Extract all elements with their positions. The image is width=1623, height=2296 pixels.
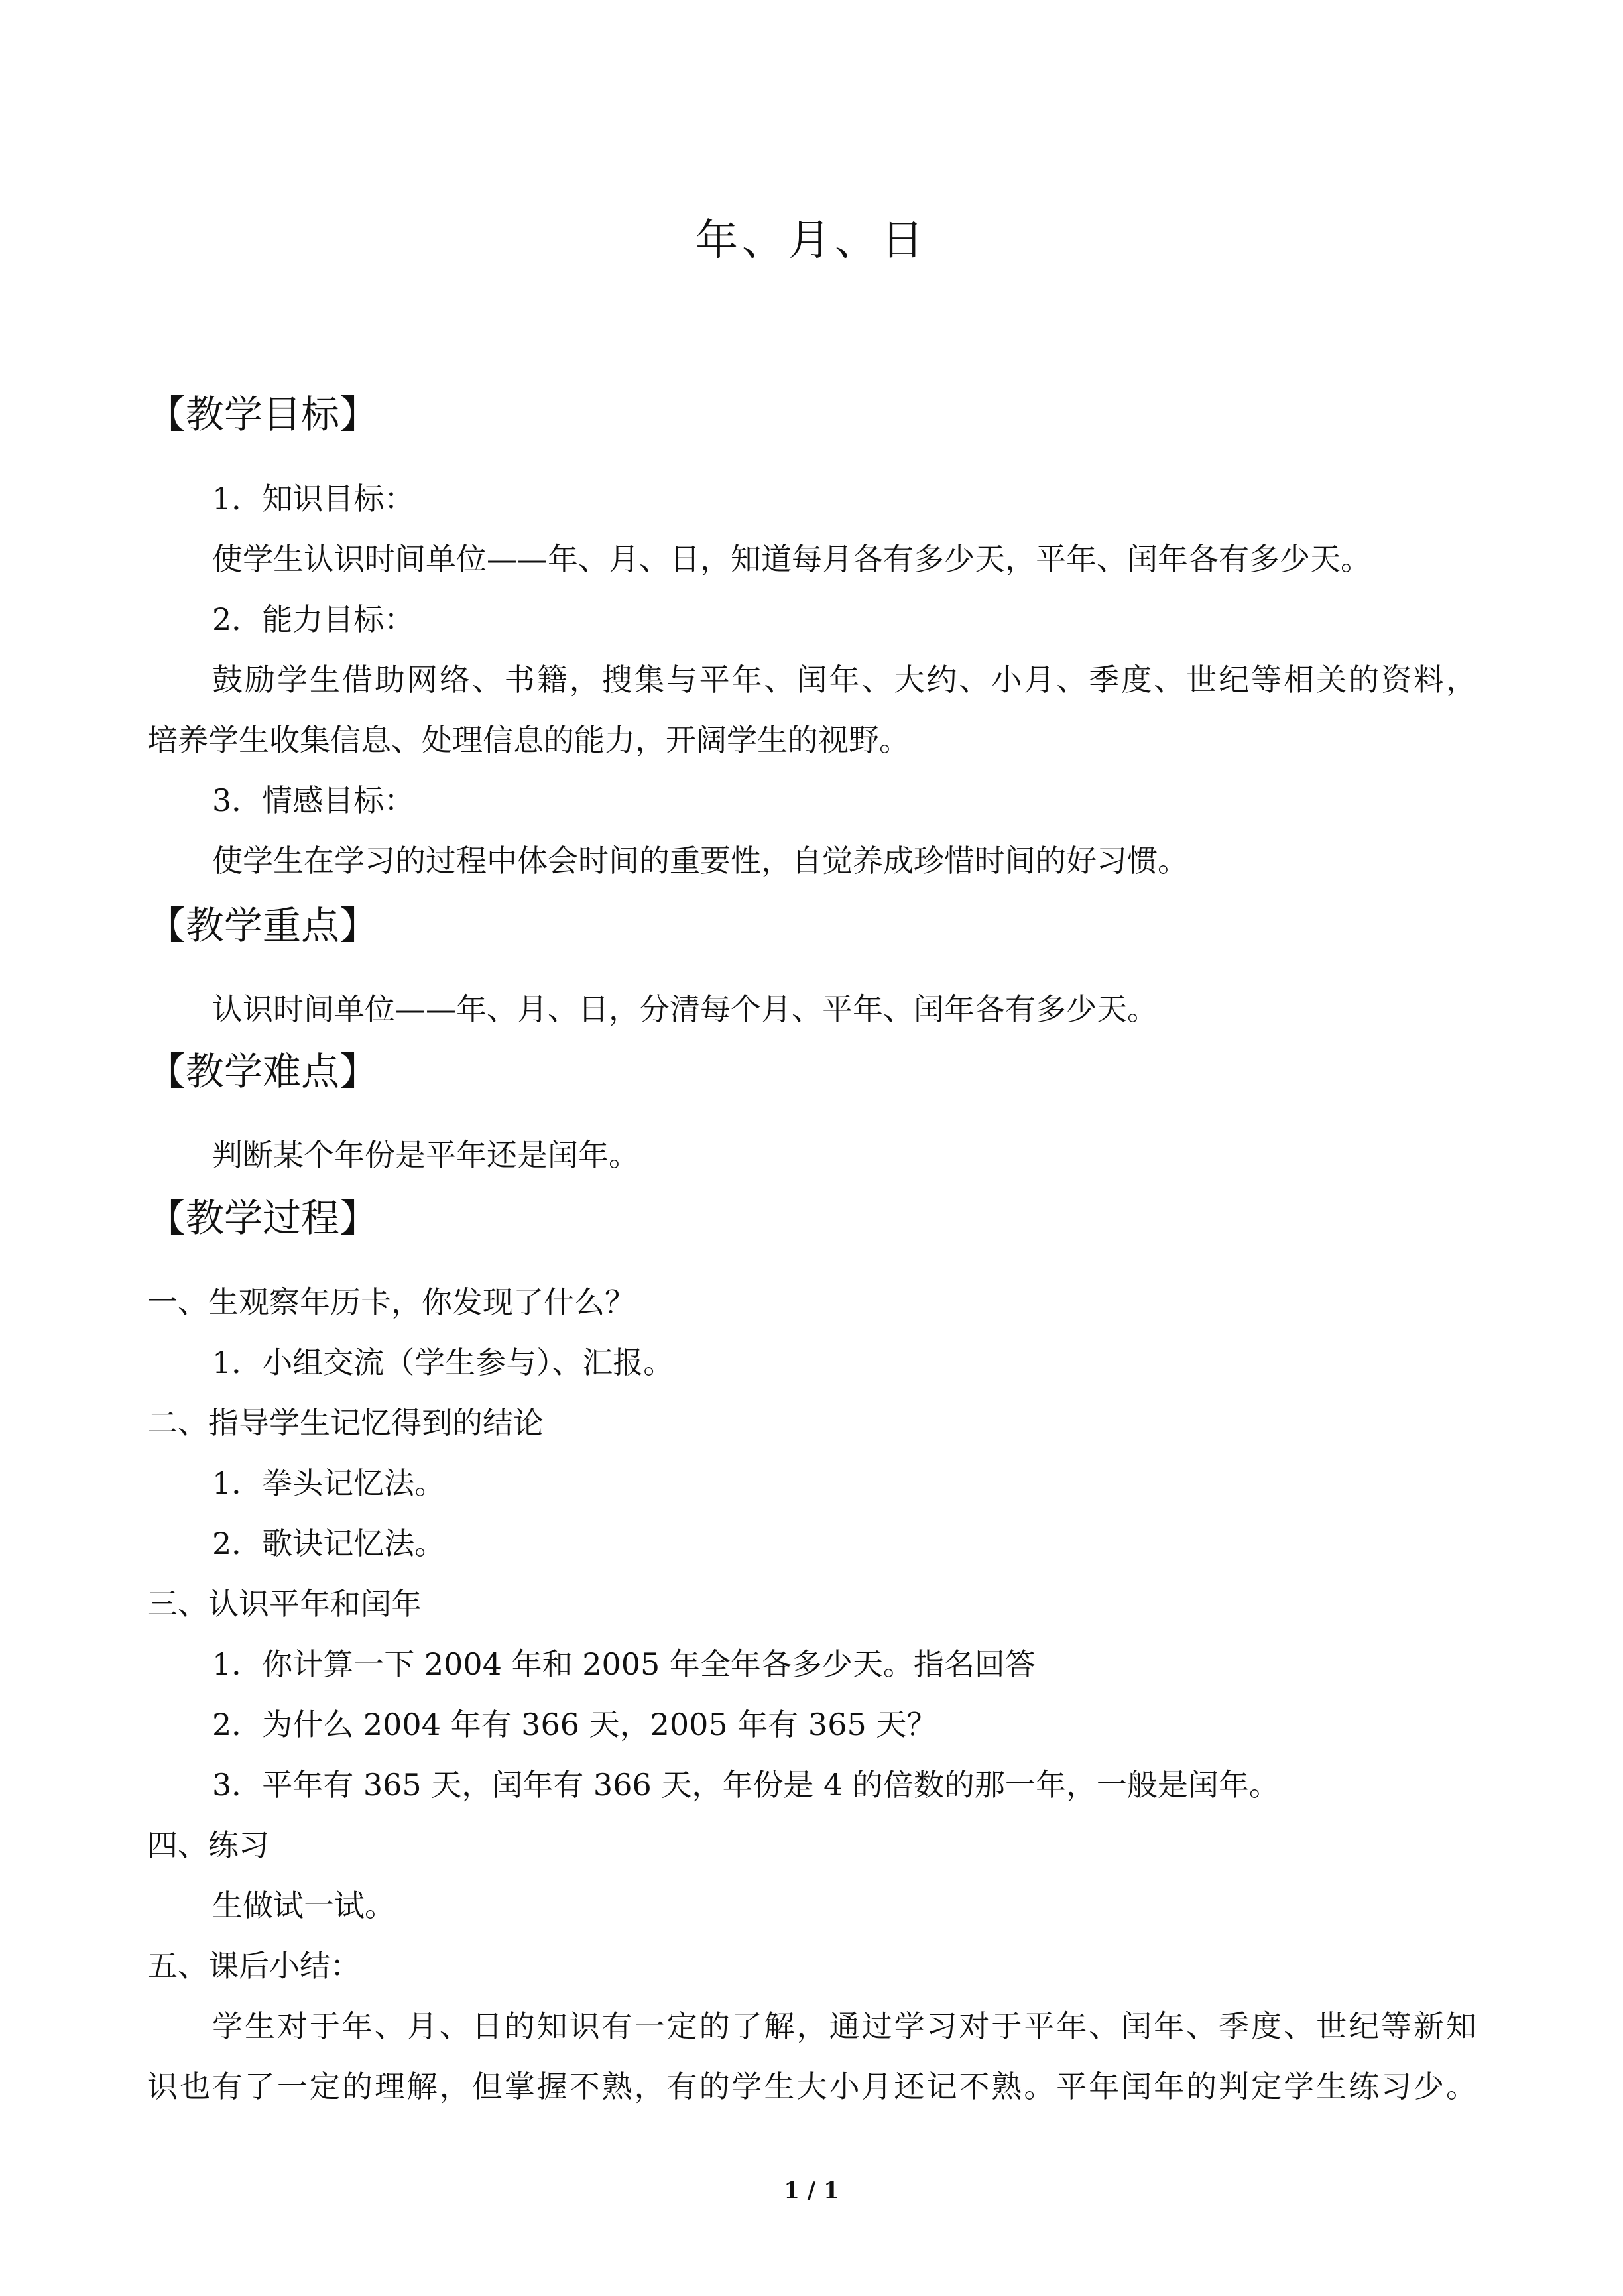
process-step-2-item-1: 1．拳头记忆法。 bbox=[212, 1465, 446, 1501]
process-step-5: 五、课后小结： bbox=[147, 1948, 361, 1984]
process-step-1-item-1: 1．小组交流（学生参与）、汇报。 bbox=[212, 1345, 674, 1380]
process-step-4: 四、练习 bbox=[147, 1827, 269, 1863]
ability-objective-text-line-1: 鼓励学生借助网络、书籍，搜集与平年、闰年、大约、小月、季度、世纪等相关的资料， bbox=[212, 662, 1476, 697]
section-heading-difficulties: 【教学难点】 bbox=[147, 1049, 379, 1094]
section-heading-key-points: 【教学重点】 bbox=[147, 903, 379, 948]
document-title: 年、月、日 bbox=[695, 216, 928, 265]
knowledge-objective-text: 使学生认识时间单位——年、月、日，知道每月各有多少天，平年、闰年各有多少天。 bbox=[212, 541, 1371, 577]
emotion-objective-text: 使学生在学习的过程中体会时间的重要性，自觉养成珍惜时间的好习惯。 bbox=[212, 843, 1188, 878]
summary-text-line-2: 识也有了一定的理解，但掌握不熟，有的学生大小月还记不熟。平年闰年的判定学生练习少。 bbox=[147, 2069, 1476, 2104]
ability-objective-text-line-2: 培养学生收集信息、处理信息的能力，开阔学生的视野。 bbox=[147, 722, 910, 758]
process-step-2-item-2: 2．歌诀记忆法。 bbox=[212, 1526, 446, 1561]
process-step-1: 一、生观察年历卡，你发现了什么？ bbox=[147, 1284, 635, 1320]
section-heading-process: 【教学过程】 bbox=[147, 1195, 379, 1240]
process-step-3-item-1: 1．你计算一下 2004 年和 2005 年全年各多少天。指名回答 bbox=[212, 1646, 1036, 1682]
ability-objective-label: 2．能力目标： bbox=[212, 601, 415, 637]
difficulties-text: 判断某个年份是平年还是闰年。 bbox=[212, 1137, 639, 1173]
process-step-4-item-1: 生做试一试。 bbox=[212, 1888, 395, 1923]
emotion-objective-label: 3．情感目标： bbox=[212, 782, 415, 818]
page-number: 1 / 1 bbox=[784, 2177, 839, 2204]
summary-text-line-1: 学生对于年、月、日的知识有一定的了解，通过学习对于平年、闰年、季度、世纪等新知 bbox=[212, 2008, 1476, 2044]
process-step-3: 三、认识平年和闰年 bbox=[147, 1586, 422, 1622]
process-step-2: 二、指导学生记忆得到的结论 bbox=[147, 1405, 544, 1441]
process-step-3-item-2: 2．为什么 2004 年有 366 天，2005 年有 365 天？ bbox=[212, 1707, 937, 1742]
process-step-3-item-3: 3．平年有 365 天，闰年有 366 天，年份是 4 的倍数的那一年，一般是闰年。 bbox=[212, 1767, 1280, 1803]
section-heading-objectives: 【教学目标】 bbox=[147, 392, 379, 437]
key-points-text: 认识时间单位——年、月、日，分清每个月、平年、闰年各有多少天。 bbox=[212, 991, 1158, 1027]
knowledge-objective-label: 1．知识目标： bbox=[212, 481, 415, 516]
